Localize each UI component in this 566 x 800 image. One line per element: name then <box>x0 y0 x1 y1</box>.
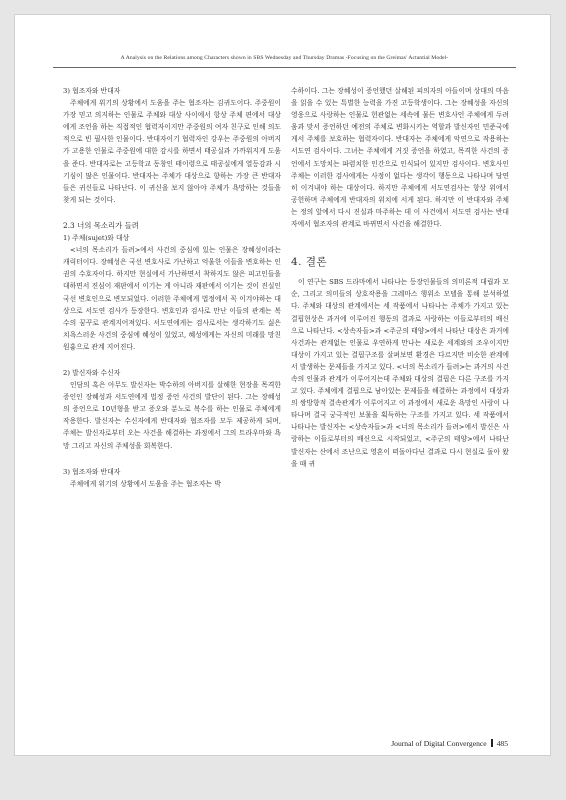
left-column <box>63 85 281 490</box>
subsection-title: 3) 협조자와 반대자 <box>63 87 121 95</box>
spacer <box>291 230 509 256</box>
section-title: 4. 결론 <box>291 256 328 269</box>
subsection-title: 3) 협조자와 반대자 <box>63 467 121 476</box>
header-rule <box>53 67 516 68</box>
page-number: 485 <box>496 739 508 748</box>
paragraph: 수하이다. 그는 장혜성이 증언했던 살해된 피의자의 아들이며 상대의 마음을 읽을 수 있는 특별한 능력을 가진 고등학생이다. 그는 장혜성을 자신의 영웅으로 사랑하는 인물로 헌관없는 세속에 물든 변호사인 주체에게 두려움과 맞서 증언하던 예전의 주체로 변화시키는 역할과 발신자인 민준국에게서 주체를 보호하는 협력자이다. 반대자는 주체에게 악연으로 작용하는 서도연 검사이다. 그녀는 주체에게 거짓 증언을 하였고, 목격한 사건의 증언에서 도망치는 파렴치한 인간으로 인식되어 있지만 검사이다. 변호사인 주체는 이러한 검사에게는 사정이 없다는 생각이 행동으로 나타나며 당연히 이겨내야 하는 대상이다. 하지만 주체에게 서도연검사는 항상 위에서 공헌하며 주체에게 반대자의 위치에 서게 된다. 하지만 이 반대자와 주체는 정의 앞에서 다시 진실과 마주하는 데 이 사건에서 서도연 검사는 반대자에서 협조자의 관계로 바뀌면서 사건을 해결한다. <box>291 87 509 229</box>
journal-page <box>14 14 551 756</box>
spacer <box>63 452 281 466</box>
paragraph: 주체에게 위기의 상황에서 도움을 주는 협조자는 박 <box>70 479 221 488</box>
right-column <box>291 85 509 470</box>
section-title: 2.3 너의 목소리가 들려 <box>63 220 139 230</box>
page-footer <box>391 739 508 748</box>
paragraph: 주체에게 위기의 상황에서 도움을 주는 협조자는 김귀도이다. 주중원이 가장 믿고 의지하는 인물로 주체와 대상 사이에서 항상 주체 편에서 대상에게 조언을 하는 직접적인 협력자이지만 주중원의 여자 친구로 인해 의도적으로 빈 필사한 인물이다. 반대자이기 협력자인 강우는 주중원의 아버지가 고용한 인물로 주중원에 대한 감시를 하면서 태공실과 가까워지게 도움을 준다. 반대자로는 고등학교 동창인 태이령으로 태공실에게 열등감과 시기심이 많은 인물이다. 반대자는 주체가 대상으로 향하는 가장 큰 반대자들은 귀신들로 나타난다. 이 귀신을 보지 않아야 주체가 욕망하는 것들을 찾게 되는 것이다. <box>63 99 281 204</box>
paragraph: 인담의 혹은 아무도 발신자는 박수하의 아버지를 살해한 현장을 목격한 증인인 장혜성과 서도연에게 법정 증언 사건의 발단이 된다. 그는 장혜성의 증언으로 10년형을 받고 증오와 분노로 복수를 하는 인물로 주체에게 작용한다. 발신자는 수신자에게 반대자와 협조자를 모두 제공하게 되며, 주체는 발신자로부터 오는 사건을 해결하는 과정에서 그의 트라우마와 욕망 그리고 자신의 주체성을 회복한다. <box>63 381 281 450</box>
running-head: A Analysis on the Relations among Characters shown in SBS Wednesday and Thursday Dramas -Focusing on the Greimas' Actantial Model- <box>120 55 449 61</box>
subsection-title: 1) 주체(sujet)와 대상 <box>63 234 130 243</box>
paragraph: 이 연구는 SBS 드라마에서 나타나는 등장인물들의 의미론적 대립과 모순, 그리고 의미들의 상호작용을 그레마스 행위소 모델을 통해 분석하였다. 주체와 대상의 관계에서는 세 작품에서 나타나는 주체가 가지고 있는 결핍현상은 과거에 이루어진 행동의 결과로 사랑하는 이들로부터의 배신으로 나타난다. <상속자들>과 <주군의 태양>에서 나타난 대상은 과거에 사건과는 관계없는 인물로 우연하게 만나는 새로운 세계와의 조우이지만 대상이 가지고 있는 결핍구조를 살펴보면 환경은 다르지만 비슷한 관계에서 발생하는 문제들을 가지고 있다. <너의 목소리가 들려>는 과거의 사건 속의 인물과 관계가 이루어지는데 주체와 대상의 결핍은 다른 구조를 가지고 있다. 주체에게 결핍으로 남아있는 문제들을 해결하는 과정에서 대상과의 쌍방향적 결속관계가 이루어지고 이 과정에서 새로운 욕망인 사랑이 나타나며 결국 궁극적인 보물을 획득하는 구조를 가지고 있다. 세 작품에서 나타나는 발신자는 <상속자들>과 <너의 목소리가 들려>에서 발신은 사랑하는 이들로부터의 배신으로 시작되었고, <주군의 태양>에서 나타난 발신자는 산에서 조난으로 영혼이 떠돌아다닌 결과로 다시 현실로 돌아 왔을 때 귀 <box>291 278 509 468</box>
paragraph: <너의 목소리가 들려>에서 사건의 중심에 있는 인물은 장혜성이라는 캐릭터이다. 장혜성은 국선 변호사로 가난하고 억울한 이들을 변호하는 인권의 수호자이다. 하지만 현실에서 가난하면서 착하지도 않은 피고인들을 대하면서 진심이 재판에서 이기는 게 아니라 재판에서 이기는 것이 진실인 국선 변호인으로 변모되었다. 이러한 주체에게 법정에서 꼭 이겨야하는 대상으로 서도연 검사가 등장한다. 변호인과 검사로 만난 이들의 관계는 복수의 꿈꾸로 관계지어져있다. 서도연에게는 검사로서는 생각하기도 싫은 치욕스러운 사건의 중심에 혜성이 있었고, 혜성에게는 자신의 미래를 망친 원흉으로 관계 지어진다. <box>63 246 281 351</box>
footer-divider <box>491 739 493 747</box>
journal-name: Journal of Digital Convergence <box>391 739 487 748</box>
subsection-title: 2) 발신자와 수신자 <box>63 368 121 377</box>
spacer <box>63 206 281 220</box>
spacer <box>63 353 281 367</box>
